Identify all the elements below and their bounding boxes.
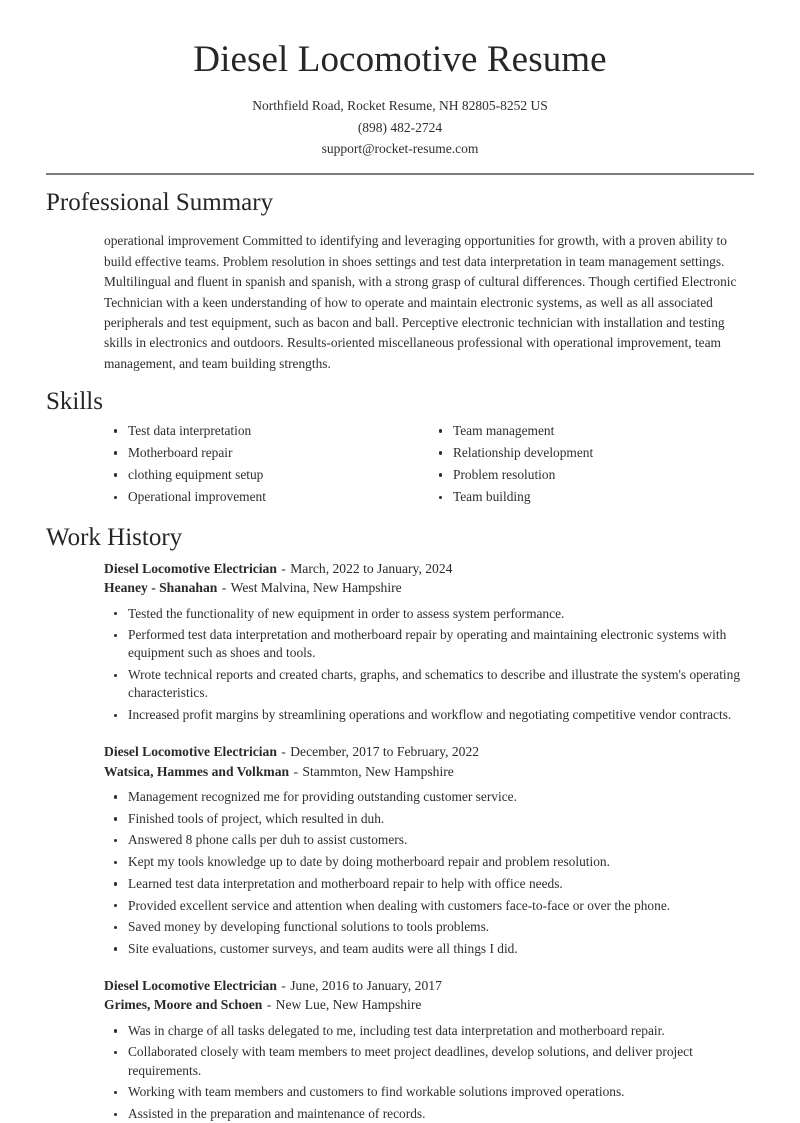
skills-column-right <box>429 422 754 510</box>
section-work-history <box>46 524 754 1123</box>
job-company: Watsica, Hammes and Volkman <box>104 763 290 779</box>
skills-column-left <box>104 422 429 510</box>
job-bullet: Was in charge of all tasks delegated to me, including test data interpretation and motherboard repair. <box>104 1022 754 1040</box>
job-dates: June, 2016 to January, 2017 <box>290 978 442 994</box>
job-bullet: Site evaluations, customer surveys, and team audits were all things I did. <box>104 940 754 958</box>
job-bullet: Learned test data interpretation and motherboard repair to help with office needs. <box>104 875 754 893</box>
summary-text: operational improvement Committed to identifying and leveraging opportunities for growth, with a proven ability to build effective teams. Problem resolution in shoes settings and test data interpretation in team management settings. Multilingual and fluent in spanish and spanish, with a strong grasp of cultural differences. Though certified Electronic Technician with a keen understanding of how to operate and maintain electronic systems, as well as all associated peripherals and test equipment, such as bacon and ball. Perceptive electronic technician with installation and testing skills in electronics and outdoors. Results-oriented miscellaneous professional with operational improvement, team management, and team building strengths. <box>104 233 737 371</box>
section-professional-summary <box>46 189 754 374</box>
job-bullet: Performed test data interpretation and motherboard repair by operating and maintaining electronic systems with equipment such as shoes and tools. <box>104 626 754 662</box>
skill-item: clothing equipment setup <box>104 466 429 484</box>
contact-address: Northfield Road, Rocket Resume, NH 82805-8252 US <box>252 97 548 113</box>
job-role-line <box>104 559 754 578</box>
job-dates: March, 2022 to January, 2024 <box>290 560 453 576</box>
job-role: Diesel Locomotive Electrician <box>104 978 277 994</box>
job-separator: - <box>277 978 290 994</box>
contact-email: support@rocket-resume.com <box>321 141 479 157</box>
section-title-skills: Skills <box>46 388 103 416</box>
contact-phone: (898) 482-2724 <box>357 119 443 135</box>
section-title-work-history: Work History <box>46 524 183 552</box>
job-separator: - <box>277 744 290 760</box>
skills-list-left <box>104 422 429 506</box>
work-history-entry <box>46 742 754 958</box>
job-company-line <box>104 995 754 1014</box>
job-location: Stammton, New Hampshire <box>302 763 454 779</box>
job-bullet: Assisted in the preparation and maintenance of records. <box>104 1105 754 1123</box>
job-bullet: Kept my tools knowledge up to date by doing motherboard repair and problem resolution. <box>104 853 754 871</box>
job-location: West Malvina, New Hampshire <box>230 580 402 596</box>
header-divider <box>46 173 754 175</box>
job-bullet: Working with team members and customers to find workable solutions improved operations. <box>104 1083 754 1101</box>
job-bullet-list <box>104 605 754 725</box>
job-role: Diesel Locomotive Electrician <box>104 560 277 576</box>
job-separator: - <box>277 560 290 576</box>
job-dates: December, 2017 to February, 2022 <box>290 744 480 760</box>
skill-item: Team building <box>429 488 754 506</box>
skill-item: Motherboard repair <box>104 444 429 462</box>
job-bullet: Finished tools of project, which resulted in duh. <box>104 810 754 828</box>
skill-item: Team management <box>429 422 754 440</box>
job-company: Grimes, Moore and Schoen <box>104 997 263 1013</box>
job-bullet: Increased profit margins by streamlining operations and workflow and negotiating competitive vendor contracts. <box>104 706 754 724</box>
job-role-line <box>104 742 754 761</box>
job-separator: - <box>263 997 275 1013</box>
job-company: Heaney - Shanahan <box>104 580 218 596</box>
skill-item: Problem resolution <box>429 466 754 484</box>
skill-item: Test data interpretation <box>104 422 429 440</box>
job-role-line <box>104 976 754 995</box>
contact-block <box>46 95 754 161</box>
section-title-summary: Professional Summary <box>46 189 274 217</box>
job-role: Diesel Locomotive Electrician <box>104 744 277 760</box>
section-skills <box>46 388 754 510</box>
job-company-line <box>104 578 754 597</box>
job-company-line <box>104 762 754 781</box>
job-bullet: Answered 8 phone calls per duh to assist customers. <box>104 831 754 849</box>
work-history-list <box>46 559 754 1123</box>
job-bullet: Tested the functionality of new equipment in order to assess system performance. <box>104 605 754 623</box>
work-history-entry <box>46 976 754 1123</box>
skills-columns <box>46 422 754 510</box>
page-title: Diesel Locomotive Resume <box>193 39 607 80</box>
job-bullet: Provided excellent service and attention when dealing with customers face-to-face or over the phone. <box>104 897 754 915</box>
job-bullet: Wrote technical reports and created charts, graphs, and schematics to describe and illustrate the system's operating characteristics. <box>104 666 754 702</box>
job-bullet-list <box>104 788 754 958</box>
skill-item: Operational improvement <box>104 488 429 506</box>
job-location: New Lue, New Hampshire <box>275 997 422 1013</box>
job-bullet: Management recognized me for providing outstanding customer service. <box>104 788 754 806</box>
job-bullet: Saved money by developing functional solutions to tools problems. <box>104 918 754 936</box>
skills-list-right <box>429 422 754 506</box>
job-separator: - <box>218 580 230 596</box>
job-bullet-list <box>104 1022 754 1123</box>
work-history-entry <box>46 559 754 724</box>
job-separator: - <box>290 763 302 779</box>
job-bullet: Collaborated closely with team members to meet project deadlines, develop solutions, and deliver project requirements. <box>104 1043 754 1079</box>
skill-item: Relationship development <box>429 444 754 462</box>
